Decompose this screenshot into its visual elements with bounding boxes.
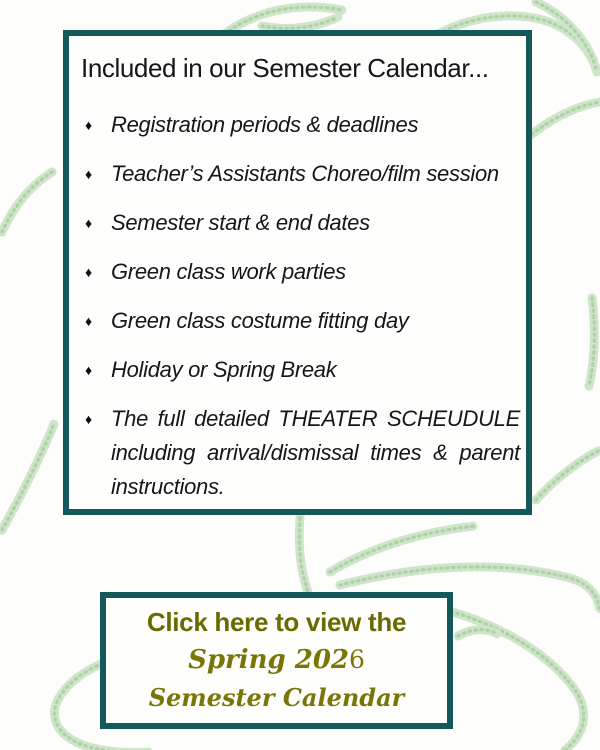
cta-season-year[interactable]: [106, 644, 447, 675]
list-item: [77, 304, 522, 338]
calendar-items-list: [77, 108, 522, 504]
list-item-text: Teacher’s Assistants Choreo/film session: [111, 161, 499, 186]
list-item-text: Holiday or Spring Break: [111, 357, 337, 382]
diamond-bullet-icon: ♦: [85, 166, 93, 182]
cta-season-script-text[interactable]: Spring 202: [188, 645, 350, 675]
list-item-text: Green class costume fitting day: [111, 308, 409, 333]
list-item-text: The full detailed THEATER SCHEUDULE including arrival/dismissal times & parent instructions.: [111, 406, 520, 499]
info-box-heading: Included in our Semester Calendar...: [81, 53, 489, 83]
list-item-text: Registration periods & deadlines: [111, 112, 419, 137]
diamond-bullet-icon: ♦: [85, 264, 93, 280]
list-item: [77, 108, 522, 142]
cta-calendar-label[interactable]: Semester Calendar: [148, 683, 405, 712]
cta-year-digit[interactable]: 6: [349, 645, 365, 674]
diamond-bullet-icon: ♦: [85, 411, 93, 427]
list-item: [77, 206, 522, 240]
cta-heading[interactable]: Click here to view the: [146, 607, 407, 637]
list-item: [77, 353, 522, 387]
diamond-bullet-icon: ♦: [85, 117, 93, 133]
list-item: [77, 402, 522, 504]
list-item: [77, 255, 522, 289]
diamond-bullet-icon: ♦: [85, 215, 93, 231]
view-calendar-link[interactable]: [100, 592, 453, 729]
list-item-text: Semester start & end dates: [111, 210, 370, 235]
list-item: [77, 157, 522, 191]
semester-calendar-info-box: [63, 30, 532, 515]
diamond-bullet-icon: ♦: [85, 362, 93, 378]
diamond-bullet-icon: ♦: [85, 313, 93, 329]
list-item-text: Green class work parties: [111, 259, 346, 284]
